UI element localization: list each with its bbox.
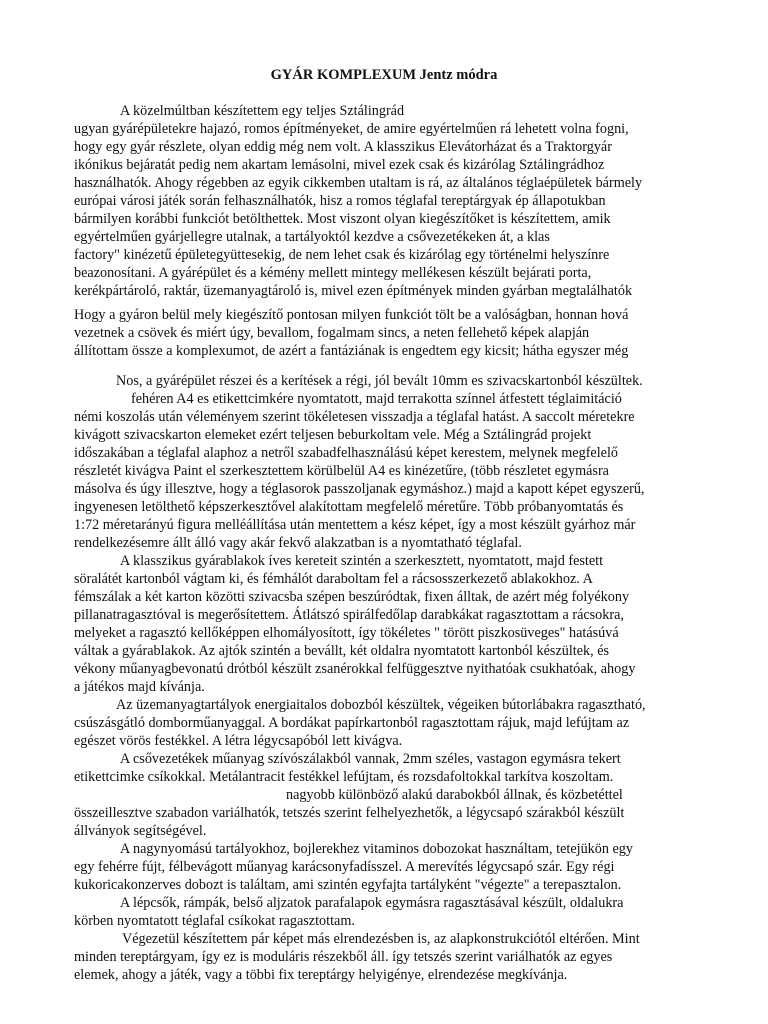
text-line: kivágott szivacskarton elemeket ezért teljesen beburkoltam vele. Még a Sztálingrád projekt — [74, 427, 592, 443]
text-line: fehéren A4 es etikettcimkére nyomtatott, majd terrakotta színnel átfestett téglaimitáció — [131, 391, 622, 407]
text-line: A közelmúltban készítettem egy teljes Sztálingrád — [120, 103, 405, 119]
text-line: némi koszolás után véleményem szerint tökéletesen visszadja a téglafal hatást. A saccolt méretekre — [74, 409, 635, 425]
text-line: kerékpártároló, raktár, üzemanyagtároló is, mivel ezen építmények minden gyárban megtalálhatók — [74, 283, 633, 299]
text-line: A nagynyomású tartályokhoz, bojlerekhez vitaminos dobozokat használtam, tetejükön egy — [120, 841, 633, 857]
text-line: bármilyen korábbi funkciót betölthettek. Most viszont olyan kiegészítőket is készítettem, amik — [74, 211, 611, 227]
text-line: fémszálak a két karton közötti szivacsba szépen beszúródtak, fixen álltak, de azért még folyékony — [74, 589, 630, 605]
text-line: kukoricakonzerves dobozt is találtam, ami szintén egyfajta tartályként "végezte" a terepasztalon. — [74, 877, 622, 893]
text-line: 1:72 méretarányú figura melléállítása után mentettem a kész képet, így a most készült gyárhoz már — [74, 517, 636, 533]
text-line: A csővezetékek műanyag szívószálakból vannak, 2mm széles, vastagon egymásra tekert — [120, 751, 621, 767]
text-line: használhatók. Ahogy régebben az egyik cikkemben utaltam is rá, az általános téglaépületek bármely — [74, 175, 643, 191]
text-line: állítottam össze a komplexumot, de azért a fantáziának is engedtem egy kicsit; hátha egyszer még — [74, 343, 629, 359]
text-line: vékony műanyagbevonatú drótból készült zsanérokkal felfüggesztve nyithatóak csukhatóak, ahogy — [74, 661, 636, 677]
text-line: factory" kinézetű épületegyüttesekig, de nem lehet csak és kizárólag egy történelmi helyszínre — [74, 247, 610, 263]
text-line: európai városi játék során felhasználhatók, hisz a romos téglafal tereptárgyak ép állapotukban — [74, 193, 606, 209]
text-line: rendelkezésemre állt álló vagy akár fekvő alakzatban is a nyomtatható téglafal. — [74, 535, 522, 551]
text-line: részletét kivágva Paint el szerkesztettem körülbelül A4 es kinézetűre, (több részletet egymásra — [74, 463, 609, 479]
text-line: állványok segítségével. — [74, 823, 207, 839]
document-title: GYÁR KOMPLEXUM Jentz módra — [270, 67, 498, 83]
text-line: körben nyomtatott téglafal csíkokat ragasztottam. — [74, 913, 355, 929]
text-line: A lépcsők, rámpák, belső aljzatok parafalapok egymásra ragasztásával készült, oldalukra — [120, 895, 624, 911]
text-line: másolva és úgy illesztve, hogy a téglasorok passzoljanak egymáshoz.) majd a kapott képet egyszerű, — [74, 481, 645, 497]
text-line: vezetnek a csövek és miért úgy, bevallom, fogalmam sincs, a neten fellehető képek alapján — [74, 325, 590, 341]
text-line: etikettcimke csíkokkal. Metálantracit festékkel lefújtam, és rozsdafoltokkal tarkítva koszoltam. — [74, 769, 614, 785]
text-line: ingyenesen letölthető képszerkesztővel alakítottam megfelelő méretűre. Több próbanyomtatás és — [74, 499, 624, 515]
text-line: időszakában a téglafal alaphoz a netről szabadfelhasználású képet kerestem, melynek megfelelő — [74, 445, 618, 461]
text-line: egy fehérre fújt, félbevágott műanyag karácsonyfadísszel. A merevítés légycsapó szár. Egy régi — [74, 859, 615, 875]
text-line: Hogy a gyáron belül mely kiegészítő pontosan milyen funkciót tölt be a valóságban, honnan hová — [74, 307, 629, 323]
text-line: melyeket a ragasztó kellőképpen elhomályosított, így tökéletes " törött piszkosüveges" hatásúvá — [74, 625, 619, 641]
text-line: hogy egy gyár részlete, olyan eddig még nem volt. A klasszikus Elevátorházat és a Traktorgyár — [74, 139, 612, 155]
text-line: ikónikus bejáratát pedig nem akartam lemásolni, mivel ezek csak és kizárólag Sztálingrádhoz — [74, 157, 605, 173]
text-line: Nos, a gyárépület részei és a kerítések a régi, jól bevált 10mm es szivacskartonból készültek. — [116, 373, 643, 389]
text-line: összeillesztve szabadon variálhatók, tetszés szerint felhelyezhetők, a légycsapó szárakból készült — [74, 805, 625, 821]
text-line: elemek, ahogy a játék, vagy a többi fix tereptárgy helyigénye, elrendezése megkívánja. — [74, 967, 568, 983]
text-line: egyértelműen gyárjellegre utalnak, a tartályoktól kezdve a csővezetékeken át, a klas — [74, 229, 550, 245]
text-line: váltak a gyárablakok. Az ajtók szintén a bevállt, két oldalra nyomtatott kartonból készültek, és — [74, 643, 610, 659]
text-line: Az üzemanyagtartályok energiaitalos dobozból készültek, végeiken bútorlábakra ragasztható, — [116, 697, 646, 713]
text-line: ugyan gyárépületekre hajazó, romos építményeket, de amire egyértelműen rá lehetett volna fogni, — [74, 121, 629, 137]
text-line: söralátét kartonból vágtam ki, és fémhálót daraboltam fel a rácsosszerkezető ablakokhoz. A — [74, 571, 593, 587]
text-line: a játékos majd kívánja. — [74, 679, 205, 695]
text-line: minden tereptárgyam, így ez is moduláris részekből áll. így tetszés szerint variálhatók az egyes — [74, 949, 613, 965]
text-line: csúszásgátló domborműanyaggal. A bordákat papírkartonból ragasztottam rájuk, majd lefújtam az — [74, 715, 630, 731]
text-line: beazonosítani. A gyárépület és a kémény mellett mintegy mellékesen készült bejárati porta, — [74, 265, 592, 281]
text-line: Végezetül készítettem pár képet más elrendezésben is, az alapkonstrukciótól eltérően. Mint — [122, 931, 640, 947]
text-line: egészet vörös festékkel. A létra légycsapóból lett kivágva. — [74, 733, 403, 749]
text-line: nagyobb különböző alakú darabokból állnak, és közbetéttel — [286, 787, 623, 803]
text-line: A klasszikus gyárablakok íves kereteit szintén a szerkesztett, nyomtatott, majd festett — [120, 553, 604, 569]
text-line: pillanatragasztóval is megerősítettem. Átlátszó spirálfedőlap darabkákat ragasztottam a rácsokra, — [74, 607, 624, 623]
